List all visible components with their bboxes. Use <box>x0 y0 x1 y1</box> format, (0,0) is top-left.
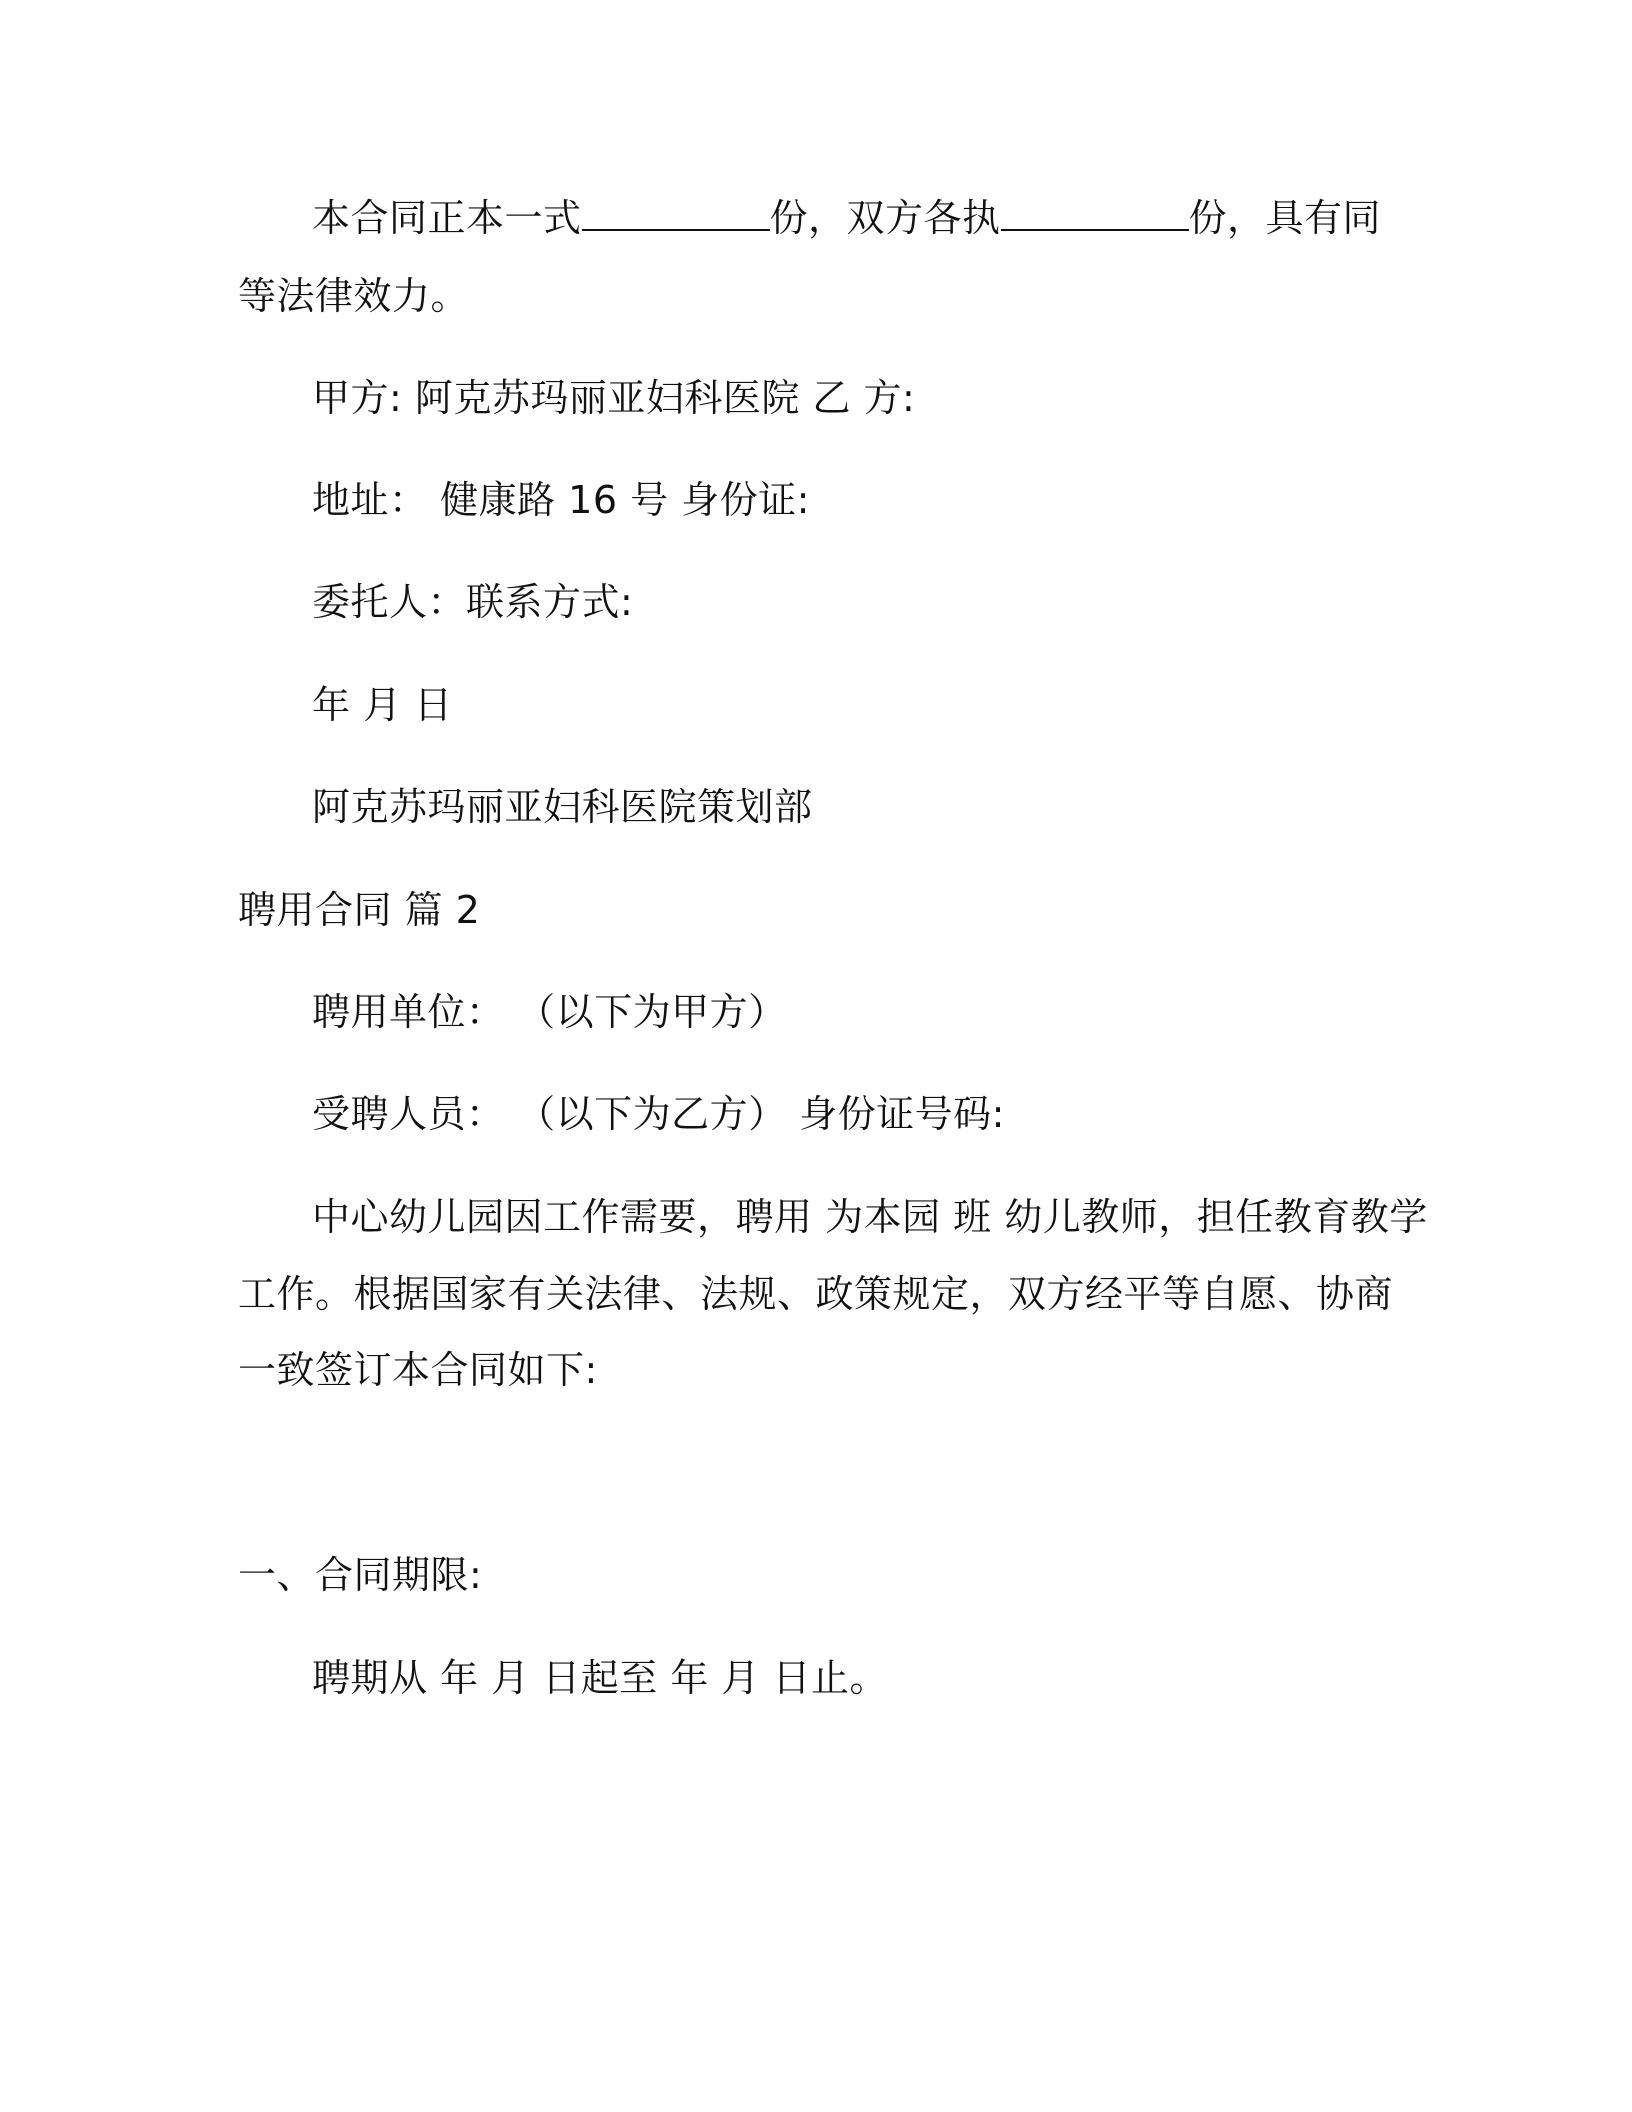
copies-text-b: 份，双方各执 <box>769 196 1001 240</box>
employer-line: 聘用单位： （以下为甲方） <box>312 990 787 1034</box>
copies-line <box>312 192 1381 244</box>
copies-text-c: 份，具有同 <box>1188 196 1382 240</box>
address-line: 地址： 健康路 16 号 身份证: <box>312 478 810 522</box>
clause1-text: 聘期从 年 月 日起至 年 月 日止。 <box>312 1656 888 1700</box>
clause1-title: 一、合同期限: <box>238 1553 483 1597</box>
party-a-line: 甲方: 阿克苏玛丽亚妇科医院 乙 方: <box>312 376 916 420</box>
intro-line-1: 中心幼儿园因工作需要，聘用 为本园 班 幼儿教师，担任教育教学 <box>312 1195 1428 1239</box>
copies-text-a: 本合同正本一式 <box>312 196 582 240</box>
copies-blank-each <box>1001 195 1189 231</box>
department-line: 阿克苏玛丽亚妇科医院策划部 <box>312 785 813 829</box>
date-line: 年 月 日 <box>312 683 453 727</box>
copies-blank-total <box>582 195 770 231</box>
copies-line-2: 等法律效力。 <box>238 274 470 318</box>
employee-line: 受聘人员： （以下为乙方） 身份证号码: <box>312 1092 1005 1136</box>
intro-line-3: 一致签订本合同如下: <box>238 1348 598 1392</box>
delegate-line: 委托人：联系方式: <box>312 580 634 624</box>
section-title: 聘用合同 篇 2 <box>238 888 481 932</box>
intro-line-2: 工作。根据国家有关法律、法规、政策规定，双方经平等自愿、协商 <box>238 1272 1394 1316</box>
